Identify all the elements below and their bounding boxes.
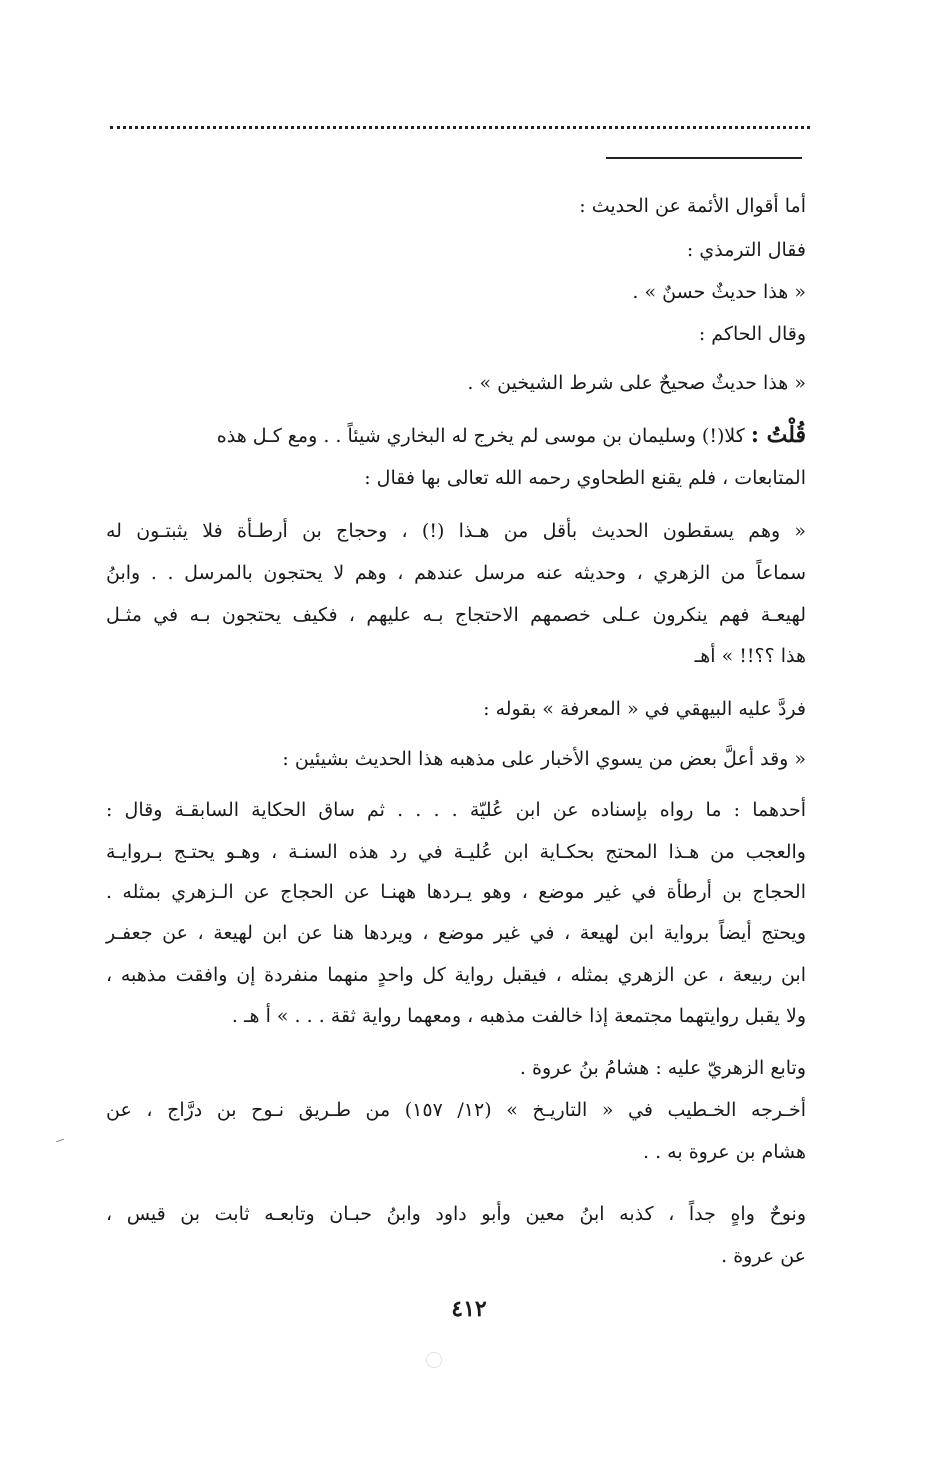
text-line: عن عروة .	[721, 1245, 806, 1267]
text-line: وتابع الزهريّ عليه : هشامُ بنُ عروة .	[519, 1057, 806, 1079]
text-line: ويحتج أيضاً برواية ابن لهيعة ، في غير موضع ، ويردها هنا عن ابن لهيعة ، عن جعفـر	[106, 922, 806, 944]
header-short-rule	[606, 157, 802, 159]
text-line: الحجاج بن أرطأة في غير موضع ، وهو يـردها ههنـا عن الحجاج عن الـزهري بمثله .	[106, 881, 806, 903]
text-line: المتابعات ، فلم يقنع الطحاوي رحمه الله تعالى بها فقال :	[364, 467, 806, 489]
text-line: « هذا حديثٌ حسنٌ » .	[632, 281, 806, 303]
text-line: « وقد أعلَّ بعض من يسوي الأخبار على مذهبه هذا الحديث بشيئين :	[282, 748, 806, 770]
header-dotted-rule	[110, 126, 810, 129]
text-line: فردَّ عليه البيهقي في « المعرفة » بقوله :	[483, 698, 806, 720]
text-line: والعجب من هـذا المحتج بحكـاية ابن عُليـة في رد هذه السنـة ، وهـو يحتـج بـروايـة	[106, 841, 806, 863]
margin-tick-mark	[56, 1139, 64, 1143]
faint-ink-mark	[426, 1352, 442, 1368]
text-line-with-lead	[217, 416, 806, 456]
text-line: كلا(!) وسليمان بن موسى لم يخرج له البخاري شيئاً . . ومع كـل هذه	[216, 425, 745, 447]
text-line: « هذا حديثٌ صحيحٌ على شرط الشيخين » .	[467, 372, 806, 394]
text-line: أما أقوال الأئمة عن الحديث :	[579, 195, 806, 217]
text-line: ولا يقبل روايتهما مجتمعة إذا خالفت مذهبه ، ومعهما رواية ثقة . . . » أ هـ .	[231, 1005, 806, 1027]
text-line: لهيعـة فهم ينكرون عـلى خصمهم الاحتجاج بـه عليهم ، فكيف يحتجون بـه في مثـل	[106, 604, 806, 626]
text-line: أحدهما : ما رواه بإسناده عن ابن عُليّة . . . . ثم ساق الحكاية السابقـة وقال :	[106, 799, 806, 821]
text-line: « وهم يسقطون الحديث بأقل من هـذا (!) ، وحجاج بن أرطـأة فلا يثبتـون له	[106, 520, 806, 542]
text-line: هذا ؟؟!! » أهـ	[694, 645, 806, 667]
text-line: سماعاً من الزهري ، وحديثه عنه مرسل عندهم ، وهم لا يحتجون بالمرسل . . وابنُ	[106, 562, 806, 584]
text-line: هشام بن عروة به . .	[643, 1141, 806, 1163]
text-line: فقال الترمذي :	[686, 239, 806, 261]
qultu-lead-word: قُلْتُ :	[750, 422, 806, 448]
text-line: ونوحٌ واهٍ جداً ، كذبه ابنُ معين وأبو داود وابنُ حبـان وتابعـه ثابت بن قيس ،	[106, 1203, 806, 1225]
text-line: ابن ربيعة ، عن الزهري بمثله ، فيقبل رواية كل واحدٍ منهما منفردة إن وافقت مذهبه ،	[106, 964, 806, 986]
page-number: ٤١٢	[451, 1296, 487, 1322]
text-line: أخـرجه الخـطيب في « التاريـخ » (١٢/ ١٥٧) من طـريق نـوح بن درَّاج ، عن	[106, 1099, 806, 1121]
text-line: وقال الحاكم :	[698, 323, 806, 345]
